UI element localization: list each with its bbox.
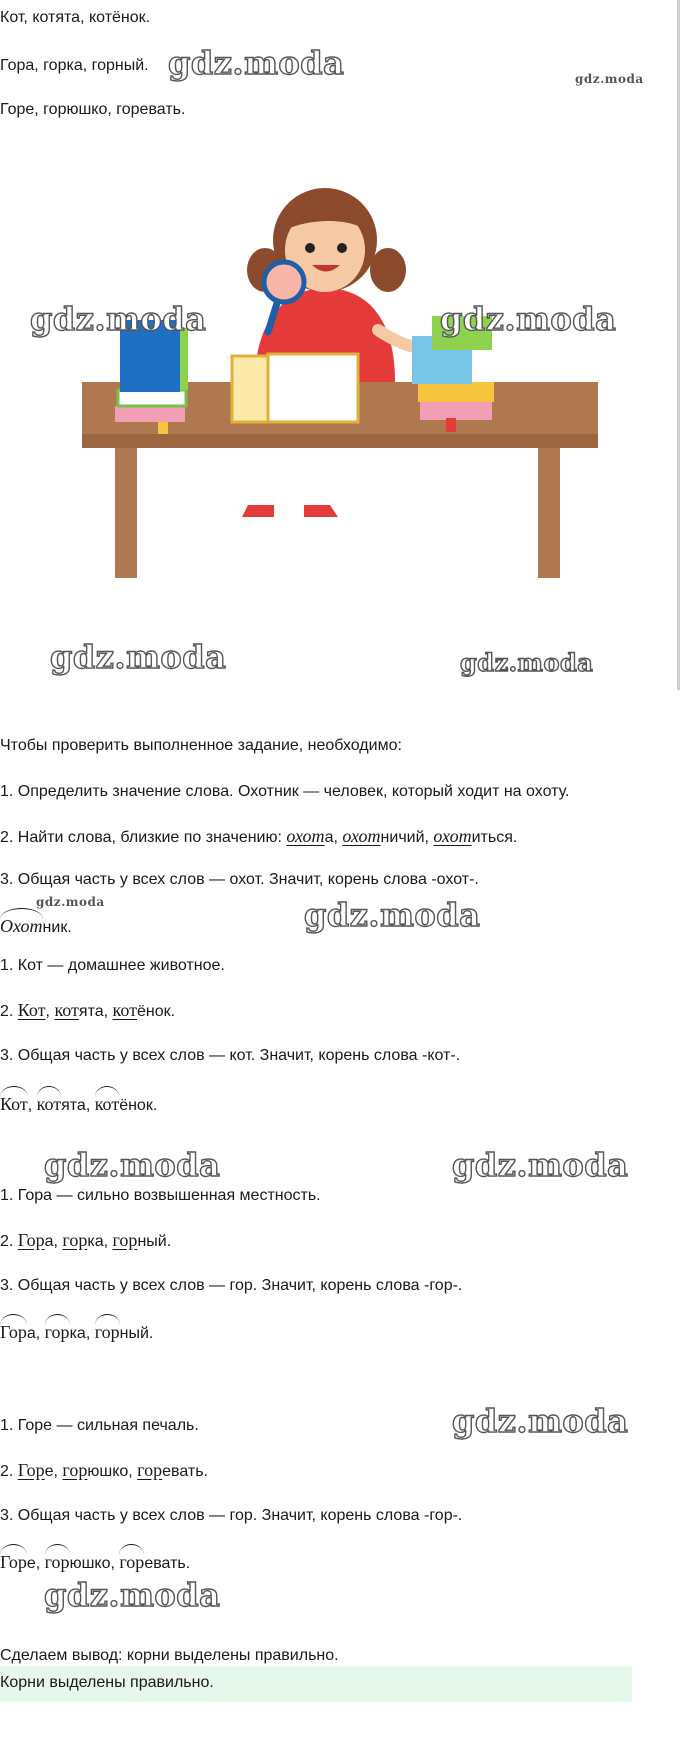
word-rest: ный	[119, 1325, 149, 1342]
table-leg-left	[115, 448, 137, 578]
gore-step-3: 3. Общая часть у всех слов — гор. Значит, корень слова -гор-.	[0, 1507, 463, 1524]
word-rest: иться	[471, 829, 513, 846]
table-leg-right	[538, 448, 560, 578]
root-word: гор	[137, 1460, 163, 1480]
top-line-2: Гора, горка, горный.	[0, 57, 149, 74]
okhot-step-1: 1. Определить значение слова. Охотник — человек, который ходит на охоту.	[0, 783, 570, 800]
word-rest: а	[26, 1325, 36, 1342]
watermark: gdz.moda	[452, 1146, 629, 1184]
book-right-bottom	[420, 402, 492, 420]
word-rest: евать	[144, 1555, 186, 1572]
root-arc-word: гор	[94, 1322, 120, 1342]
word-rest: ёнок	[136, 1003, 171, 1020]
word-rest: ный	[137, 1233, 167, 1250]
answer-text: Корни выделены правильно.	[0, 1674, 214, 1691]
word-rest: а	[324, 829, 334, 846]
word-rest: евать	[162, 1463, 204, 1480]
root-word: гор	[112, 1230, 138, 1250]
girl-pigtail-right	[370, 248, 406, 292]
watermark: gdz.moda	[44, 1576, 221, 1614]
root-arc-word: гор	[44, 1322, 70, 1342]
root-word: охот	[286, 826, 325, 846]
watermark: gdz.moda	[460, 648, 594, 677]
notebook-page-right	[268, 354, 358, 422]
word-rest: е	[26, 1555, 36, 1572]
watermark: gdz.moda	[168, 44, 345, 82]
word-rest: ка	[87, 1233, 104, 1250]
root-arc-word: Кот	[0, 1094, 28, 1114]
word-rest: ник.	[42, 919, 72, 936]
root-word: гор	[62, 1230, 88, 1250]
watermark-small: gdz.moda	[36, 895, 105, 909]
root-word: Гор	[17, 1460, 45, 1480]
root-word: кот	[112, 1000, 137, 1020]
gore-step-2: 2. Горе, горюшко, горевать.	[0, 1460, 208, 1480]
root-word: охот	[342, 826, 381, 846]
root-arc-word: кот	[94, 1094, 120, 1114]
girl-eye-right	[337, 243, 347, 253]
gora-step-3: 3. Общая часть у всех слов — гор. Значит, корень слова -гор-.	[0, 1277, 463, 1294]
root-arc-word: Охот	[0, 916, 43, 936]
girl-foot-right	[304, 505, 338, 517]
root-word: Гор	[17, 1230, 45, 1250]
book-left-middle	[118, 390, 186, 406]
root-arc-word: Гор	[0, 1552, 27, 1572]
step-prefix: 2.	[0, 1463, 18, 1480]
word-rest: е	[44, 1463, 54, 1480]
book-left-bottom	[115, 406, 185, 422]
kot-step-1: 1. Кот — домашнее животное.	[0, 957, 225, 974]
bookmark-yellow	[158, 422, 168, 434]
kot-marked: Кот, котята, котёнок.	[0, 1094, 158, 1114]
gore-marked: Горе, горюшко, горевать.	[0, 1552, 191, 1572]
word-rest: ёнок	[119, 1097, 153, 1114]
root-arc-word: Гор	[0, 1322, 27, 1342]
girl-foot-left	[242, 505, 274, 517]
root-word: кот	[54, 1000, 79, 1020]
watermark: gdz.moda	[44, 1146, 221, 1184]
root-word: охот	[433, 826, 472, 846]
word-rest: юшко	[87, 1463, 129, 1480]
root-arc-word: гор	[119, 1552, 145, 1572]
top-line-1: Кот, котята, котёнок.	[0, 9, 151, 26]
word-rest: ка	[69, 1325, 86, 1342]
gora-marked: Гора, горка, горный.	[0, 1322, 154, 1342]
gore-step-1: 1. Горе — сильная печаль.	[0, 1417, 199, 1434]
gora-step-2: 2. Гора, горка, горный.	[0, 1230, 172, 1250]
word-rest: ята	[61, 1097, 86, 1114]
step-prefix: 2.	[0, 1233, 18, 1250]
root-word: Кот	[17, 1000, 46, 1020]
step-prefix: 2.	[0, 1003, 18, 1020]
conclusion-text: Сделаем вывод: корни выделены правильно.	[0, 1647, 339, 1664]
bookmark-red	[446, 418, 456, 432]
kot-step-2: 2. Кот, котята, котёнок.	[0, 1000, 176, 1020]
table-edge	[82, 434, 598, 448]
okhot-step-2: 2. Найти слова, близкие по значению: охота, охотничий, охотиться.	[0, 826, 518, 846]
root-arc-word: кот	[36, 1094, 62, 1114]
girl-eye-left	[305, 243, 315, 253]
book-right-yellow	[418, 382, 494, 402]
intro-text: Чтобы проверить выполненное задание, необходимо:	[0, 737, 402, 754]
watermark: gdz.moda	[30, 300, 207, 338]
okhot-step-3: 3. Общая часть у всех слов — охот. Значит, корень слова -охот-.	[0, 871, 479, 888]
answer-box	[0, 1666, 632, 1702]
girl-with-magnifier-illustration	[60, 170, 620, 620]
word-rest: юшко	[69, 1555, 111, 1572]
watermark: gdz.moda	[50, 638, 227, 676]
watermark: gdz.moda	[440, 300, 617, 338]
step-prefix: 2. Найти слова, близкие по значению:	[0, 829, 287, 846]
root-arc-word: гор	[44, 1552, 70, 1572]
root-word: гор	[62, 1460, 88, 1480]
okhot-marked	[0, 916, 72, 938]
word-rest: а	[44, 1233, 54, 1250]
gora-step-1: 1. Гора — сильно возвышенная местность.	[0, 1187, 321, 1204]
word-rest: ята	[78, 1003, 104, 1020]
word-rest: ничий	[380, 829, 425, 846]
watermark: gdz.moda	[304, 896, 481, 934]
watermark: gdz.moda	[452, 1402, 629, 1440]
magnifier-icon	[264, 262, 304, 302]
kot-step-3: 3. Общая часть у всех слов — кот. Значит, корень слова -кот-.	[0, 1047, 461, 1064]
top-line-3: Горе, горюшко, горевать.	[0, 101, 186, 118]
watermark-small: gdz.moda	[575, 72, 644, 86]
